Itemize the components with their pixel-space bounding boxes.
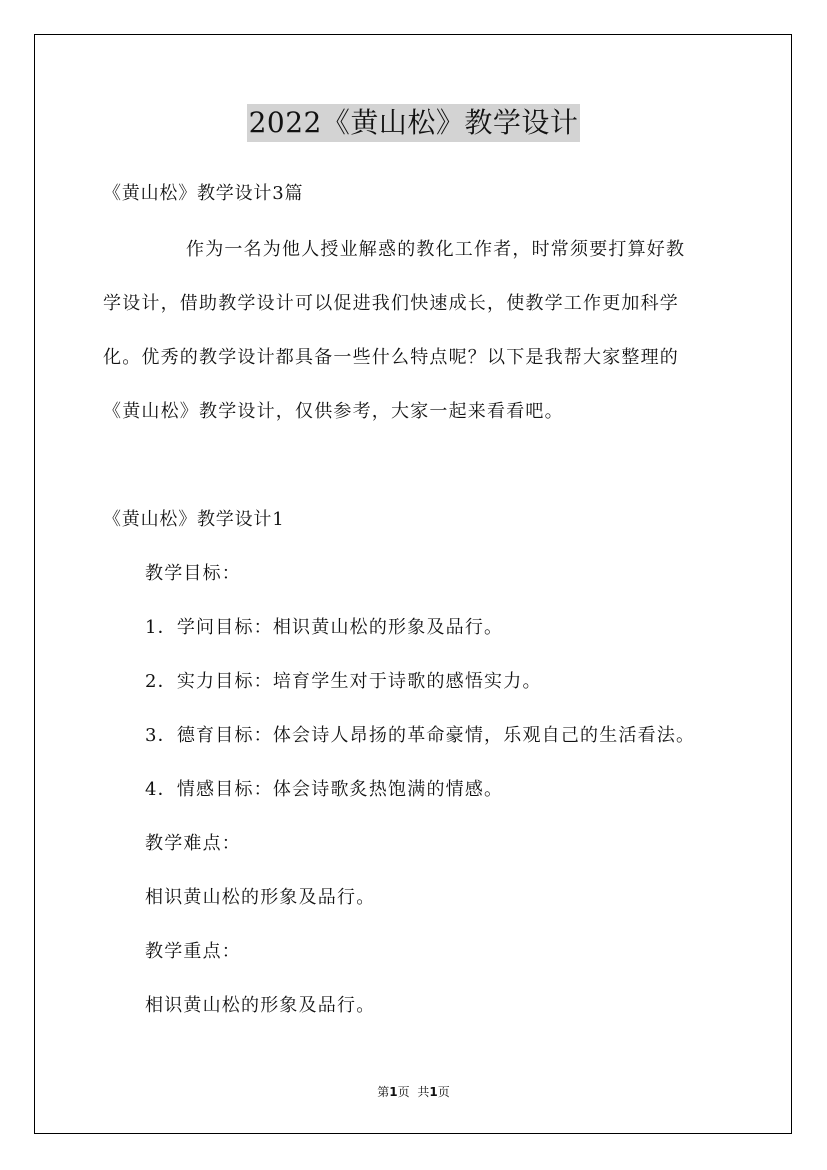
intro-line-3: 化。优秀的教学设计都具备一些什么特点呢？以下是我帮大家整理的 (103, 347, 679, 368)
intro-line-2: 学设计，借助教学设计可以促进我们快速成长，使教学工作更加科学 (103, 293, 679, 314)
document-subtitle: 《黄山松》教学设计3篇 (103, 183, 304, 204)
footer-page-number: 1 (389, 1085, 398, 1099)
keypoint-text: 相识黄山松的形象及品行。 (145, 995, 376, 1016)
difficulty-label: 教学难点： (145, 833, 241, 854)
document-title: 2022《黄山松》教学设计 (247, 104, 581, 142)
footer-total-suffix: 页 (437, 1085, 450, 1099)
footer-page-prefix: 第 (377, 1085, 390, 1099)
keypoint-label: 教学重点： (145, 941, 241, 962)
goal-item-3: 3．德育目标：体会诗人昂扬的革命豪情，乐观自己的生活看法。 (145, 725, 696, 746)
section-heading: 《黄山松》教学设计1 (103, 509, 285, 530)
difficulty-text: 相识黄山松的形象及品行。 (145, 887, 376, 908)
page-footer (0, 1084, 827, 1100)
goal-item-1: 1．学问目标：相识黄山松的形象及品行。 (145, 617, 504, 638)
footer-total-pages: 1 (429, 1085, 438, 1099)
intro-line-1: 作为一名为他人授业解惑的教化工作者，时常须要打算好教 (186, 239, 686, 260)
goal-item-2: 2．实力目标：培育学生对于诗歌的感悟实力。 (145, 671, 542, 692)
goal-item-4: 4．情感目标：体会诗歌炙热饱满的情感。 (145, 779, 504, 800)
footer-page-suffix: 页 (397, 1085, 410, 1099)
footer-total-prefix: 共 (417, 1085, 430, 1099)
title-container (0, 104, 827, 142)
intro-line-4: 《黄山松》教学设计，仅供参考，大家一起来看看吧。 (103, 401, 564, 422)
goals-label: 教学目标： (145, 563, 241, 584)
